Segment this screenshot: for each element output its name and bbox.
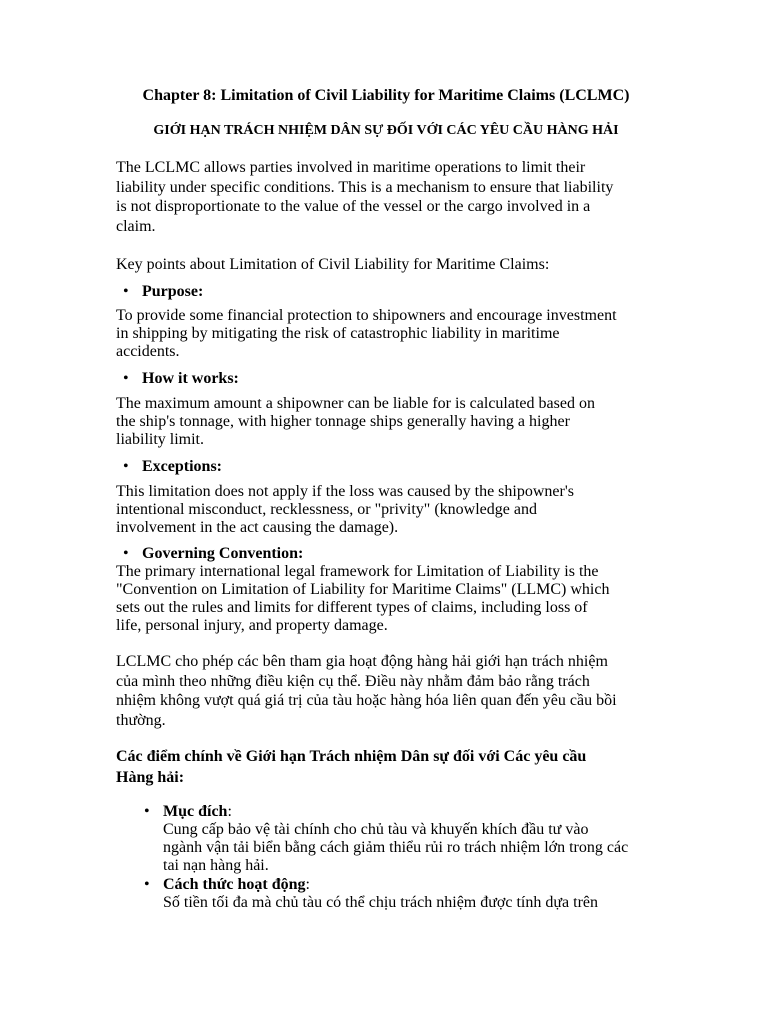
bullet-label: Exceptions:	[142, 458, 222, 475]
purpose-text	[116, 307, 656, 361]
bullet-colon: :	[305, 876, 310, 893]
bullet-dot: •	[123, 545, 129, 562]
text-line: ngành vận tải biển bằng cách giảm thiểu rủi ro trách nhiệm lớn trong các	[163, 839, 629, 856]
bullet-governing-convention	[123, 544, 304, 563]
text-line: involvement in the act causing the damage).	[116, 519, 399, 536]
bullet-label: Purpose:	[142, 283, 204, 300]
text-line: To provide some financial protection to shipowners and encourage investment	[116, 307, 617, 324]
vi-key-points-heading	[116, 746, 656, 788]
bullet-label: Governing Convention:	[142, 545, 304, 562]
text-line: claim.	[116, 217, 156, 235]
text-line: is not disproportionate to the value of the vessel or the cargo involved in a	[116, 198, 591, 215]
text-line: tai nạn hàng hải.	[163, 857, 269, 874]
bullet-label: Cách thức hoạt động	[163, 876, 306, 893]
vi-intro-paragraph	[116, 652, 656, 730]
text-line: in shipping by mitigating the risk of catastrophic liability in maritime	[116, 325, 560, 342]
text-line: Cung cấp bảo vệ tài chính cho chủ tàu và khuyến khích đầu tư vào	[163, 821, 589, 838]
text-line: accidents.	[116, 343, 180, 360]
bullet-label: Mục đích	[163, 803, 228, 820]
bullet-dot: •	[123, 283, 129, 300]
vi-bullet-how-it-works	[144, 876, 663, 912]
text-line: life, personal injury, and property damage.	[116, 617, 388, 634]
intro-paragraph	[116, 158, 656, 236]
chapter-subtitle-vi: GIỚI HẠN TRÁCH NHIỆM DÂN SỰ ĐỐI VỚI CÁC YÊU CẦU HÀNG HẢI	[153, 123, 619, 138]
text-line: nhiệm không vượt quá giá trị của tàu hoặc hàng hóa liên quan đến yêu cầu bồi	[116, 692, 617, 709]
bullet-purpose	[123, 282, 204, 301]
text-line: the ship's tonnage, with higher tonnage ships generally having a higher	[116, 413, 570, 430]
bullet-how-it-works	[123, 369, 239, 388]
text-line: của mình theo những điều kiện cụ thể. Điều này nhằm đảm bảo rằng trách	[116, 672, 590, 690]
bullet-colon: :	[227, 803, 232, 820]
exceptions-text	[116, 483, 656, 537]
text-line: The maximum amount a shipowner can be liable for is calculated based on	[116, 395, 595, 412]
text-line: liability under specific conditions. This is a mechanism to ensure that liability	[116, 178, 614, 196]
bullet-dot: •	[123, 370, 129, 387]
text-line: "Convention on Limitation of Liability for Maritime Claims" (LLMC) which	[116, 581, 610, 598]
key-points-heading: Key points about Limitation of Civil Liability for Maritime Claims:	[116, 256, 550, 273]
vi-bullet-purpose	[144, 803, 663, 875]
text-line: LCLMC cho phép các bên tham gia hoạt động hàng hải giới hạn trách nhiệm	[116, 653, 608, 670]
chapter-title: Chapter 8: Limitation of Civil Liability for Maritime Claims (LCLMC)	[142, 87, 630, 104]
bullet-dot: •	[144, 803, 150, 820]
governing-convention-text	[116, 563, 656, 635]
text-line: intentional misconduct, recklessness, or "privity" (knowledge and	[116, 501, 537, 518]
text-line: thường.	[116, 711, 166, 729]
bullet-exceptions	[123, 457, 222, 476]
bullet-dot: •	[144, 876, 150, 893]
text-line: liability limit.	[116, 431, 204, 448]
bullet-label: How it works:	[142, 370, 239, 387]
text-line: The LCLMC allows parties involved in maritime operations to limit their	[116, 159, 586, 176]
how-it-works-text	[116, 395, 656, 449]
text-line: Số tiền tối đa mà chủ tàu có thể chịu trách nhiệm được tính dựa trên	[163, 894, 599, 911]
text-line: Các điểm chính về Giới hạn Trách nhiệm Dân sự đối với Các yêu cầu	[116, 748, 587, 765]
text-line: This limitation does not apply if the loss was caused by the shipowner's	[116, 483, 574, 500]
text-line: The primary international legal framework for Limitation of Liability is the	[116, 563, 599, 580]
text-line: sets out the rules and limits for different types of claims, including loss of	[116, 599, 588, 616]
text-line: Hàng hải:	[116, 769, 185, 786]
bullet-dot: •	[123, 458, 129, 475]
